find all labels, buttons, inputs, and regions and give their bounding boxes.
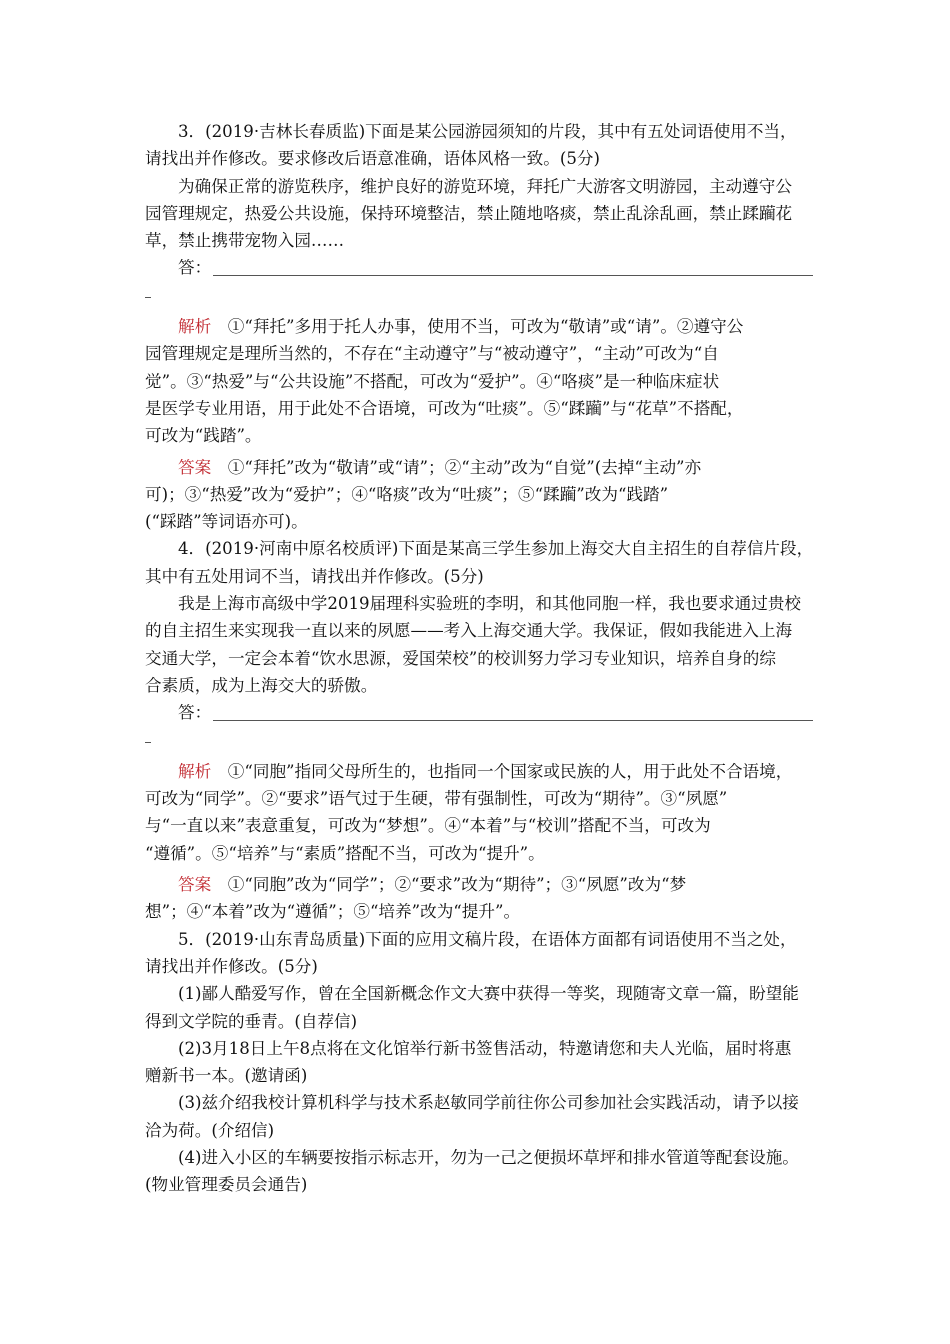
passage-line: 合素质，成为上海交大的骄傲。 (145, 675, 378, 695)
question-5 (145, 926, 813, 1199)
list-item-line: 洽为荷。(介绍信) (145, 1120, 275, 1140)
list-item-line: (3)兹介绍我校计算机科学与技术系赵敏同学前往你公司参加社会实践活动，请予以接 (178, 1093, 799, 1113)
analysis-line: 是医学专业用语，用于此处不合语境，可改为“吐痰”。⑤“蹂躏”与“花草”不搭配， (145, 398, 744, 418)
analysis-line: 园管理规定是理所当然的，不存在“主动遵守”与“被动遵守”，“主动”可改为“自 (145, 344, 719, 364)
question-stem-line: 请找出并作修改。要求修改后语意准确，语体风格一致。(5分) (145, 149, 600, 169)
passage-line: 草，禁止携带宠物入园…… (145, 231, 345, 251)
analysis-line: 解析 ①“同胞”指同父母所生的，也指同一个国家或民族的人，用于此处不合语境， (178, 761, 793, 781)
answer-line-continuation (145, 282, 813, 309)
answer-key-line: (“踩踏”等词语亦可)。 (145, 512, 308, 532)
answer-line[interactable] (145, 254, 813, 281)
list-item-line: 赠新书一本。(邀请函) (145, 1066, 308, 1086)
list-item-line: (4)进入小区的车辆要按指示标志开，勿为一己之便损坏草坪和排水管道等配套设施。 (178, 1147, 799, 1167)
answer-key-line: 想”；④“本着”改为“遵循”；⑤“培养”改为“提升”。 (145, 902, 521, 922)
analysis-line: 与“一直以来”表意重复，可改为“梦想”。④“本着”与“校训”搭配不当，可改为 (145, 816, 711, 836)
answer-key-line: 答案 ①“同胞”改为“同学”；②“要求”改为“期待”；③“夙愿”改为“梦 (178, 875, 687, 895)
answer-prompt: 答： (178, 258, 212, 278)
analysis-line: 可改为“同学”。②“要求”语气过于生硬，带有强制性，可改为“期待”。③“夙愿” (145, 789, 728, 809)
analysis-line: 解析 ①“拜托”多用于托人办事，使用不当，可改为“敬请”或“请”。②遵守公 (178, 317, 744, 337)
answer-label: 答案 (178, 457, 212, 477)
list-item-line: (2)3月18日上午8点将在文化馆举行新书签售活动，特邀请您和夫人光临，届时将惠 (178, 1038, 792, 1058)
analysis-label: 解析 (178, 317, 212, 337)
answer-blank[interactable] (213, 258, 813, 276)
question-4 (145, 535, 813, 925)
list-item-line: 得到文学院的垂青。(自荐信) (145, 1011, 358, 1031)
list-item-line: (物业管理委员会通告) (145, 1175, 308, 1195)
question-stem-line: 4．(2019·河南中原名校质评)下面是某高三学生参加上海交大自主招生的自荐信片段， (178, 539, 814, 559)
analysis-line: 可改为“践踏”。 (145, 426, 262, 446)
question-3 (145, 118, 813, 535)
answer-line[interactable] (145, 699, 813, 726)
analysis-line: 觉”。③“热爱”与“公共设施”不搭配，可改为“爱护”。④“咯痰”是一种临床症状 (145, 371, 720, 391)
analysis-line: “遵循”。⑤“培养”与“素质”搭配不当，可改为“提升”。 (145, 843, 545, 863)
passage-line: 的自主招生来实现我一直以来的夙愿——考入上海交通大学。我保证，假如我能进入上海 (145, 621, 793, 641)
list-item-line: (1)鄙人酷爱写作，曾在全国新概念作文大赛中获得一等奖，现随寄文章一篇，盼望能 (178, 984, 799, 1004)
question-stem-line: 3．(2019·吉林长春质监)下面是某公园游园须知的片段，其中有五处词语使用不当， (178, 122, 797, 141)
passage-line: 我是上海市高级中学2019届理科实验班的李明，和其他同胞一样，我也要求通过贵校 (178, 594, 802, 614)
analysis-label: 解析 (178, 761, 212, 781)
passage-line: 为确保正常的游览秩序，维护良好的游览环境，拜托广大游客文明游园，主动遵守公 (178, 176, 792, 196)
answer-key-line: 答案 ①“拜托”改为“敬请”或“请”；②“主动”改为“自觉”(去掉“主动”亦 (178, 457, 702, 477)
answer-blank[interactable] (213, 703, 813, 721)
answer-prompt: 答： (178, 703, 212, 723)
exercise-content (145, 118, 813, 1199)
answer-blank-stub (145, 727, 151, 743)
answer-line-continuation (145, 727, 813, 754)
answer-blank-stub (145, 282, 151, 298)
question-stem-line: 其中有五处用词不当，请找出并作修改。(5分) (145, 566, 484, 586)
question-stem-line: 5．(2019·山东青岛质量)下面的应用文稿片段，在语体方面都有词语使用不当之处， (178, 929, 797, 949)
passage-line: 交通大学，一定会本着“饮水思源，爱国荣校”的校训努力学习专业知识，培养自身的综 (145, 648, 776, 668)
passage-line: 园管理规定，热爱公共设施，保持环境整洁，禁止随地咯痰，禁止乱涂乱画，禁止蹂躏花 (145, 203, 793, 223)
answer-label: 答案 (178, 875, 212, 895)
answer-key-line: 可)；③“热爱”改为“爱护”；④“咯痰”改为“吐痰”；⑤“蹂躏”改为“践踏” (145, 484, 669, 504)
question-stem-line: 请找出并作修改。(5分) (145, 956, 318, 976)
